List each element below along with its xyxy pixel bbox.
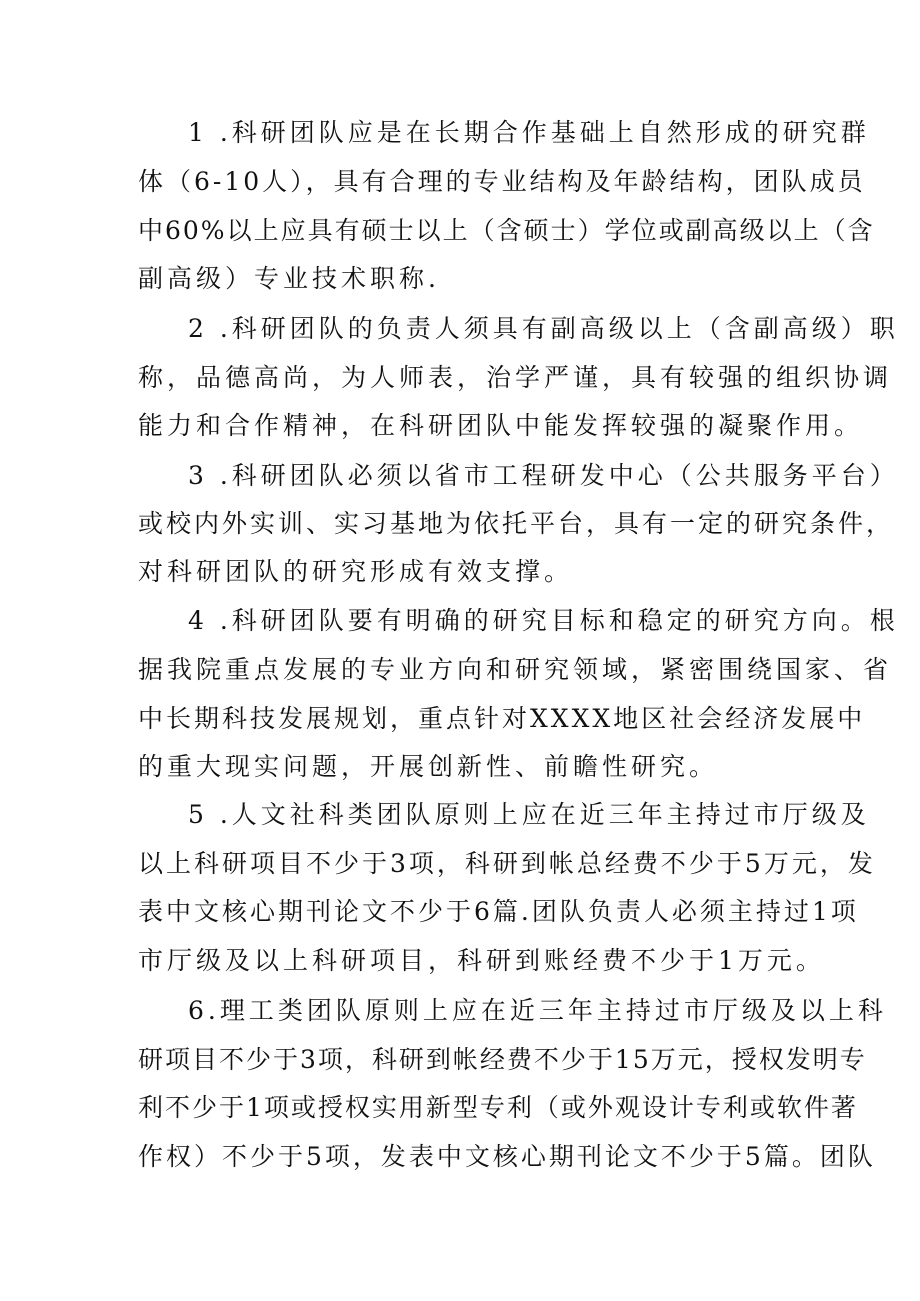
paragraph-6-line-2: 研项目不少于3项，科研到帐经费不少于15万元，授权发明专 xyxy=(138,1045,867,1074)
paragraph-2-line-1: 2 .科研团队的负责人须具有副高级以上（含副高级）职 xyxy=(188,314,899,343)
paragraph-5-line-2: 以上科研项目不少于3项，科研到帐总经费不少于5万元，发 xyxy=(138,849,876,878)
paragraph-6-line-1: 6.理工类团队原则上应在近三年主持过市厅级及以上科 xyxy=(188,996,887,1025)
paragraph-1-line-1: 1 .科研团队应是在长期合作基础上自然形成的研究群 xyxy=(188,118,870,147)
paragraph-6-line-3: 利不少于1项或授权实用新型专利（或外观设计专利或软件著 xyxy=(138,1093,858,1122)
paragraph-3-line-3: 对科研团队的研究形成有效支撑。 xyxy=(138,557,574,586)
paragraph-1-line-4: 副高级）专业技术职称. xyxy=(138,264,440,293)
paragraph-6-line-4: 作权）不少于5项，发表中文核心期刊论文不少于5篇。团队 xyxy=(138,1142,876,1171)
paragraph-3-line-1: 3 .科研团队必须以省市工程研发中心（公共服务平台） xyxy=(188,461,899,490)
paragraph-5-line-3: 表中文核心期刊论文不少于6篇.团队负责人必须主持过1项 xyxy=(138,897,859,926)
paragraph-2-line-3: 能力和合作精神，在科研团队中能发挥较强的凝聚作用。 xyxy=(138,411,864,440)
paragraph-4-line-4: 的重大现实问题，开展创新性、前瞻性研究。 xyxy=(138,752,719,781)
paragraph-1-line-3: 中60%以上应具有硕士以上（含硕士）学位或副高级以上（含 xyxy=(138,216,875,245)
paragraph-4-line-2: 据我院重点发展的专业方向和研究领域，紧密围绕国家、省 xyxy=(138,655,893,684)
paragraph-2-line-2: 称，品德高尚，为人师表，治学严谨，具有较强的组织协调 xyxy=(138,363,893,392)
paragraph-5-line-1: 5 .人文社科类团队原则上应在近三年主持过市厅级及 xyxy=(188,800,870,829)
paragraph-4-line-3: 中长期科技发展规划，重点针对XXXX地区社会经济发展中 xyxy=(138,704,866,733)
paragraph-3-line-2: 或校内外实训、实习基地为依托平台，具有一定的研究条件， xyxy=(138,509,895,538)
paragraph-1-line-2: 体（6-10人），具有合理的专业结构及年龄结构，团队成员 xyxy=(138,167,866,196)
paragraph-5-line-4: 市厅级及以上科研项目，科研到账经费不少于1万元。 xyxy=(138,946,825,975)
paragraph-4-line-1: 4 .科研团队要有明确的研究目标和稳定的研究方向。根 xyxy=(188,606,899,635)
